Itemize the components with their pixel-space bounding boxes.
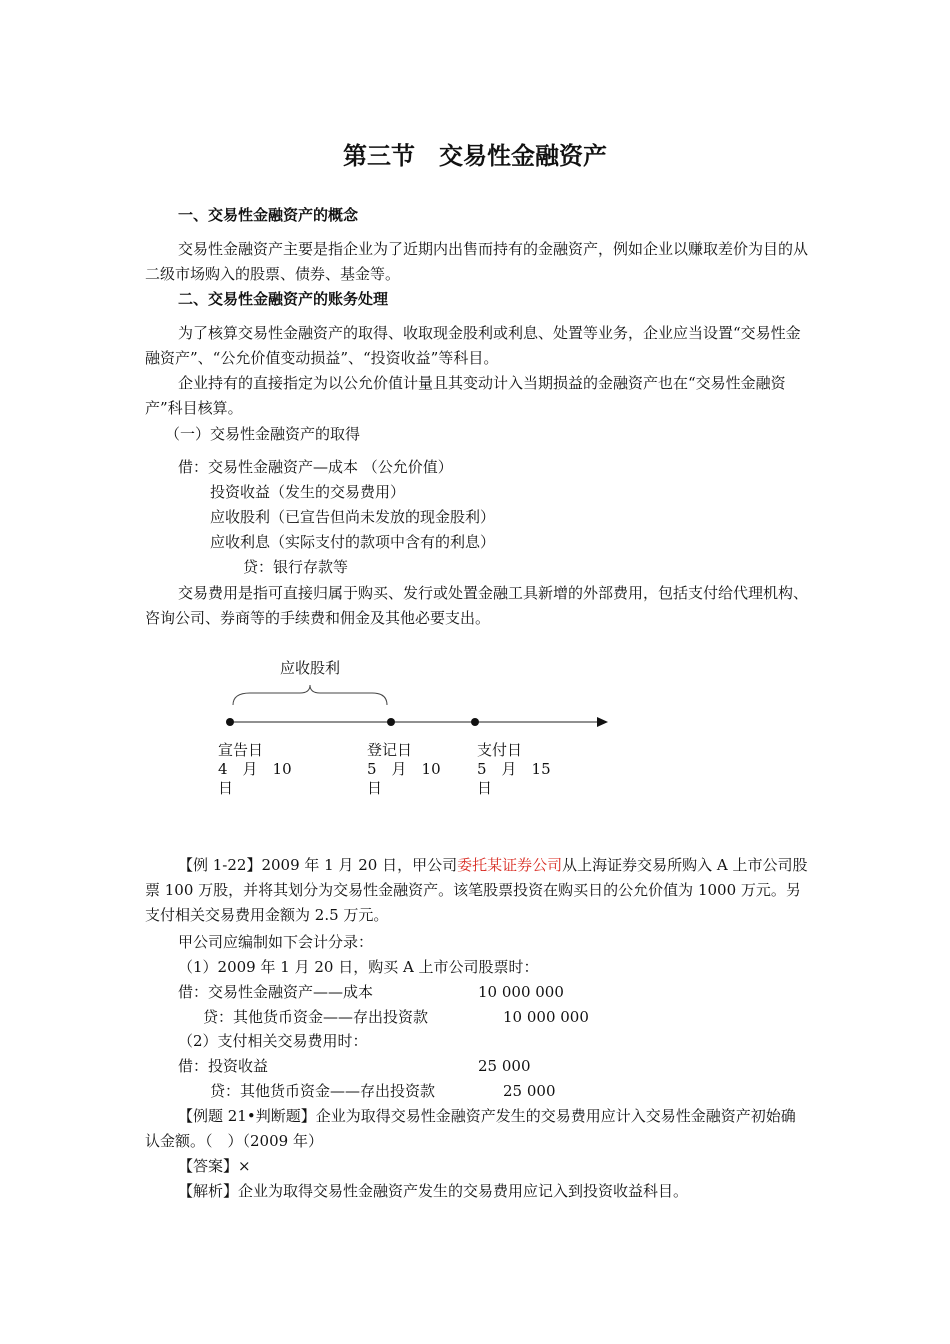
paragraph-designated: 企业持有的直接指定为以公允价值计量且其变动计入当期损益的金融资产也在“交易性金融资产”科目核算。: [145, 374, 786, 417]
step1-debit: 借：交易性金融资产——成本: [178, 983, 374, 1001]
timeline-point-record: [387, 718, 395, 726]
paragraph-accounts: 为了核算交易性金融资产的取得、收取现金股利或利息、处置等业务，企业应当设置“交易性金融资产”、“公允价值变动损益”、“投资收益”等科目。: [145, 324, 801, 367]
example-text-post: 从上海证券交易所购入 A 上市公司股票 100 万股，并将其划分为交易性金融资产。该笔股票投资在购买日的公允价值为 1000 万元。另支付相关交易费用金额为 2.5 万元。: [145, 856, 808, 924]
timeline-point-declare: [226, 718, 234, 726]
step2-debit-amount: 25 000: [478, 1057, 531, 1075]
question-paragraph: 【例题 21•判断题】企业为取得交易性金融资产发生的交易费用应计入交易性金融资产初始确认金额。（ ）（2009 年）: [145, 1107, 796, 1150]
step2-debit: 借：投资收益: [178, 1057, 269, 1075]
timeline-point-pay: [471, 718, 479, 726]
example-text-pre: 【例 1-22】2009 年 1 月 20 日，甲公司: [178, 856, 458, 874]
step2-credit-amount: 25 000: [503, 1082, 556, 1100]
step2-heading: （2）支付相关交易费用时：: [178, 1032, 368, 1050]
paragraph-definition: 交易性金融资产主要是指企业为了近期内出售而持有的金融资产，例如企业以赚取差价为目的从二级市场购入的股票、债券、基金等。: [145, 240, 809, 283]
paragraph-transaction-cost: 交易费用是指可直接归属于购买、发行或处置金融工具新增的外部费用，包括支付给代理机构、咨询公司、券商等的手续费和佣金及其他必要支出。: [145, 584, 809, 627]
heading-accounting: 二、交易性金融资产的账务处理: [178, 290, 389, 308]
entry-line-dividend: 应收股利（已宣告但尚未发放的现金股利）: [210, 508, 496, 526]
timeline-arrowhead: [597, 717, 608, 727]
section-title: 第三节 交易性金融资产: [343, 142, 607, 170]
point-label-declare: 宣告日: [218, 741, 264, 759]
heading-concept: 一、交易性金融资产的概念: [178, 206, 359, 224]
question-answer: 【答案】×: [178, 1157, 251, 1175]
point-date-record-suffix: 日: [367, 779, 383, 797]
subheading-acquisition: （一）交易性金融资产的取得: [165, 425, 361, 443]
entry-line-debit: 借：交易性金融资产—成本 （公允价值）: [178, 458, 453, 476]
entry-line-investment-income: 投资收益（发生的交易费用）: [210, 483, 406, 501]
step1-debit-amount: 10 000 000: [478, 983, 564, 1001]
step1-credit-amount: 10 000 000: [503, 1008, 589, 1026]
point-date-declare: 4 月 10: [218, 760, 292, 778]
point-date-pay: 5 月 15: [477, 760, 551, 778]
entry-line-credit: 贷：银行存款等: [243, 558, 349, 576]
point-label-record: 登记日: [367, 741, 413, 759]
brace-shape: [233, 685, 387, 705]
step1-heading: （1）2009 年 1 月 20 日，购买 A 上市公司股票时：: [178, 958, 539, 976]
entry-line-interest: 应收利息（实际支付的款项中含有的利息）: [210, 533, 496, 551]
step2-credit: 贷：其他货币资金——存出投资款: [210, 1082, 436, 1100]
example-paragraph: [145, 853, 810, 928]
point-label-pay: 支付日: [477, 741, 523, 759]
point-date-pay-suffix: 日: [477, 779, 493, 797]
question-analysis: 【解析】企业为取得交易性金融资产发生的交易费用应记入到投资收益科目。: [178, 1182, 689, 1200]
example-intro: 甲公司应编制如下会计分录：: [178, 933, 374, 951]
brace-label: 应收股利: [280, 659, 341, 677]
point-date-declare-suffix: 日: [218, 779, 234, 797]
step1-credit: 贷：其他货币资金——存出投资款: [203, 1008, 429, 1026]
point-date-record: 5 月 10: [367, 760, 441, 778]
example-text-highlight: 委托某证券公司: [457, 856, 563, 874]
